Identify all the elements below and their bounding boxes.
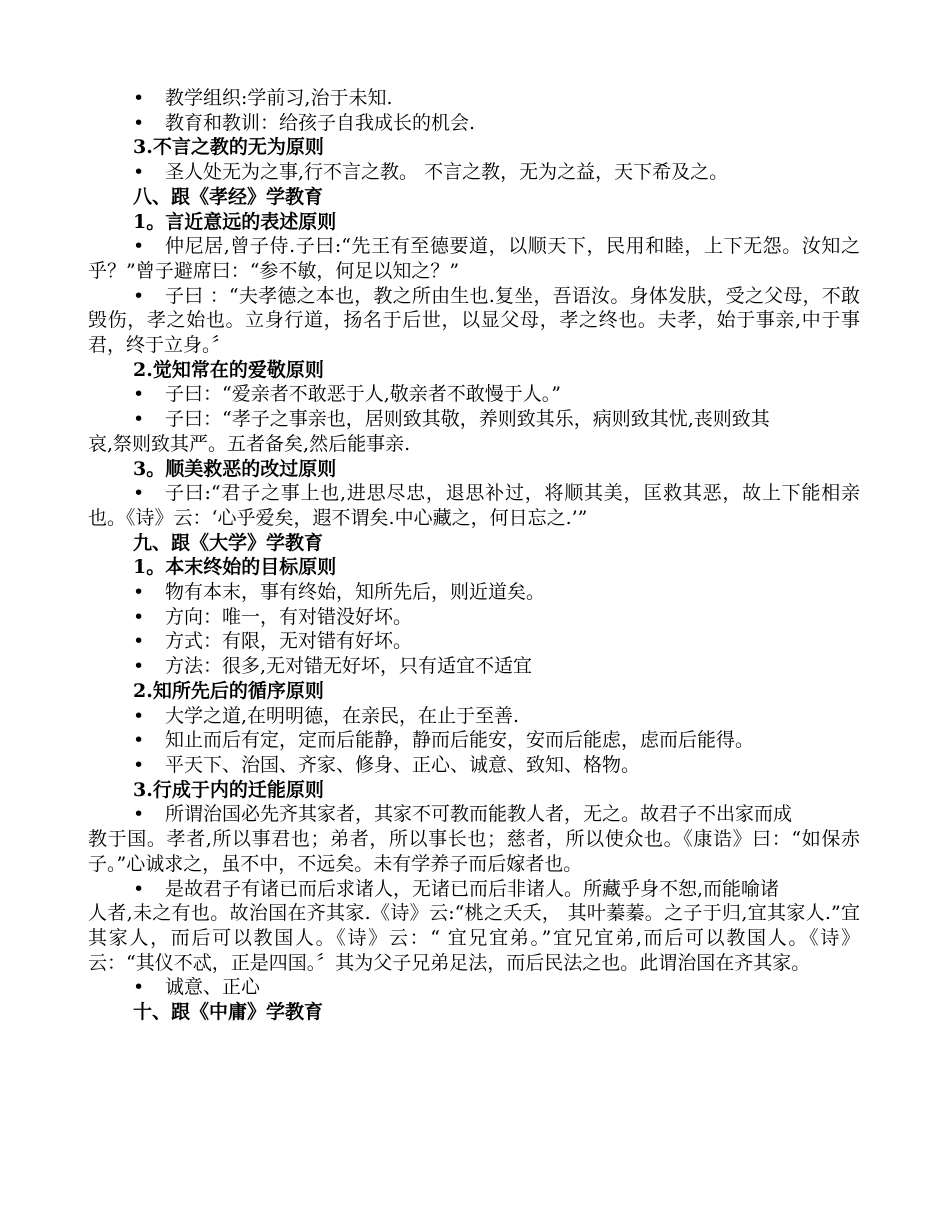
list-item bbox=[88, 975, 860, 1000]
bullet-icon: • bbox=[133, 161, 145, 184]
list-item bbox=[88, 160, 860, 185]
paragraph: 哀,祭则致其严。五者备矣,然后能事亲. bbox=[88, 432, 411, 455]
list-item bbox=[88, 753, 860, 778]
bullet-icon: • bbox=[133, 655, 145, 678]
subheading: 3。顺美救恶的改过原则 bbox=[133, 457, 337, 480]
subheading: 1。本末终始的目标原则 bbox=[133, 556, 337, 579]
list-item-text: 大学之道,在明明德，在亲民，在止于至善. bbox=[165, 704, 520, 727]
list-item-text: 知止而后有定，定而后能静，静而后能安，安而后能虑，虑而后能得。 bbox=[165, 729, 755, 752]
bullet-icon: • bbox=[133, 630, 145, 653]
list-item bbox=[88, 654, 860, 679]
list-item bbox=[88, 407, 860, 432]
subheading: 3.不言之教的无为原则 bbox=[133, 136, 324, 159]
list-item bbox=[88, 605, 860, 630]
list-item bbox=[88, 704, 860, 729]
bullet-icon: • bbox=[133, 408, 145, 431]
list-item-text: 是故君子有诸已而后求诸人，无诸已而后非诸人。所藏乎身不恕,而能喻诸 bbox=[165, 877, 780, 900]
list-item bbox=[88, 728, 860, 753]
bullet-icon: • bbox=[133, 87, 145, 109]
bullet-icon: • bbox=[133, 383, 145, 406]
list-item-text: 教学组织:学前习,治于未知. bbox=[165, 87, 393, 109]
list-item bbox=[88, 629, 860, 654]
bullet-icon: • bbox=[133, 753, 145, 776]
bullet-icon: • bbox=[133, 284, 145, 307]
bullet-icon: • bbox=[133, 605, 145, 628]
bullet-icon: • bbox=[133, 729, 145, 752]
list-item-text: 物有本末，事有终始，知所先后，则近道矣。 bbox=[165, 581, 546, 604]
list-item-text: 子曰:“君子之事上也,进思尽忠，退思补过，将顺其美，匡救其恶，故上下能相亲也。《诗》云：‘心乎爱矣，遐不谓矣.中心藏之，何日忘之.’” bbox=[88, 482, 860, 529]
list-item bbox=[88, 580, 860, 605]
list-item-paragraph bbox=[88, 284, 860, 358]
subheading: 1。言近意远的表述原则 bbox=[133, 210, 337, 233]
list-item-paragraph bbox=[88, 234, 860, 283]
list-item-text: 方向：唯一，有对错没好坏。 bbox=[165, 605, 413, 628]
bullet-icon: • bbox=[133, 235, 145, 258]
list-item-text: 子曰 ：“夫孝德之本也，教之所由生也.复坐，吾语汝。身体发肤，受之父母，不敢毁伤，孝之始也。立身行道，扬名于后世，以显父母，孝之终也。夫孝，始于事亲,中于事君，终于立身。〞 bbox=[88, 284, 860, 357]
list-item-text: 教育和教训：给孩子自我成长的机会. bbox=[165, 111, 476, 134]
list-item bbox=[88, 111, 860, 136]
list-item bbox=[88, 877, 860, 902]
list-item bbox=[88, 802, 860, 827]
list-item-text: 所谓治国必先齐其家者，其家不可教而能教人者，无之。故君子不出家而成 bbox=[165, 803, 793, 826]
list-item-text: 仲尼居,曾子侍.子曰:“先王有至德要道，以顺天下，民用和睦，上下无怨。汝知之乎？”曾子避席曰：“参不敏，何足以知之？” bbox=[88, 235, 860, 282]
bullet-icon: • bbox=[133, 111, 145, 134]
section-heading: 十、跟《中庸》学教育 bbox=[133, 1001, 324, 1024]
list-item-text: 平天下、治国、齐家、修身、正心、诚意、致知、格物。 bbox=[165, 753, 641, 776]
subheading: 3.行成于内的迁能原则 bbox=[133, 778, 324, 801]
list-item-text: 圣人处无为之事,行不言之教。 不言之教，无为之益，天下希及之。 bbox=[165, 161, 729, 184]
section-heading: 八、跟《孝经》学教育 bbox=[133, 185, 324, 208]
list-item-text: 子曰：“孝子之事亲也，居则致其敬，养则致其乐，病则致其忧,丧则致其 bbox=[165, 408, 770, 431]
list-item-text: 方法：很多,无对错无好坏，只有适宜不适宜 bbox=[165, 655, 533, 678]
bullet-icon: • bbox=[133, 976, 145, 999]
subheading: 2.觉知常在的爱敬原则 bbox=[133, 358, 324, 381]
list-item-text: 子曰：“爱亲者不敢恶于人,敬亲者不敢慢于人。” bbox=[165, 383, 561, 406]
subheading: 2.知所先后的循序原则 bbox=[133, 679, 324, 702]
paragraph: 教于国。孝者,所以事君也；弟者，所以事长也；慈者，所以使众也。《康诰》曰：“如保赤子。”心诚求之，虽不中，不远矣。未有学养子而后嫁者也。 bbox=[88, 828, 860, 875]
bullet-icon: • bbox=[133, 704, 145, 727]
bullet-icon: • bbox=[133, 803, 145, 826]
list-item bbox=[88, 382, 860, 407]
list-item-text: 诚意、正心 bbox=[165, 976, 261, 999]
bullet-icon: • bbox=[133, 877, 145, 900]
bullet-icon: • bbox=[133, 482, 145, 505]
list-item-paragraph bbox=[88, 481, 860, 530]
bullet-icon: • bbox=[133, 581, 145, 604]
list-item-text: 方式：有限，无对错有好坏。 bbox=[165, 630, 413, 653]
document-body bbox=[88, 86, 860, 1025]
paragraph: 人者,未之有也。故治国在齐其家.《诗》云:“桃之夭夭， 其叶蓁蓁。之子于归,宜其家人.”宜其家人，而后可以教国人。《诗》云：“ 宜兄宜弟。”宜兄宜弟,而后可以教国人。《诗》云：“其仪不忒，正是四国。〞其为父子兄弟足法，而后民法之也。此谓治国在齐其家。 bbox=[88, 902, 860, 974]
section-heading: 九、跟《大学》学教育 bbox=[133, 531, 324, 554]
list-item bbox=[88, 86, 860, 111]
